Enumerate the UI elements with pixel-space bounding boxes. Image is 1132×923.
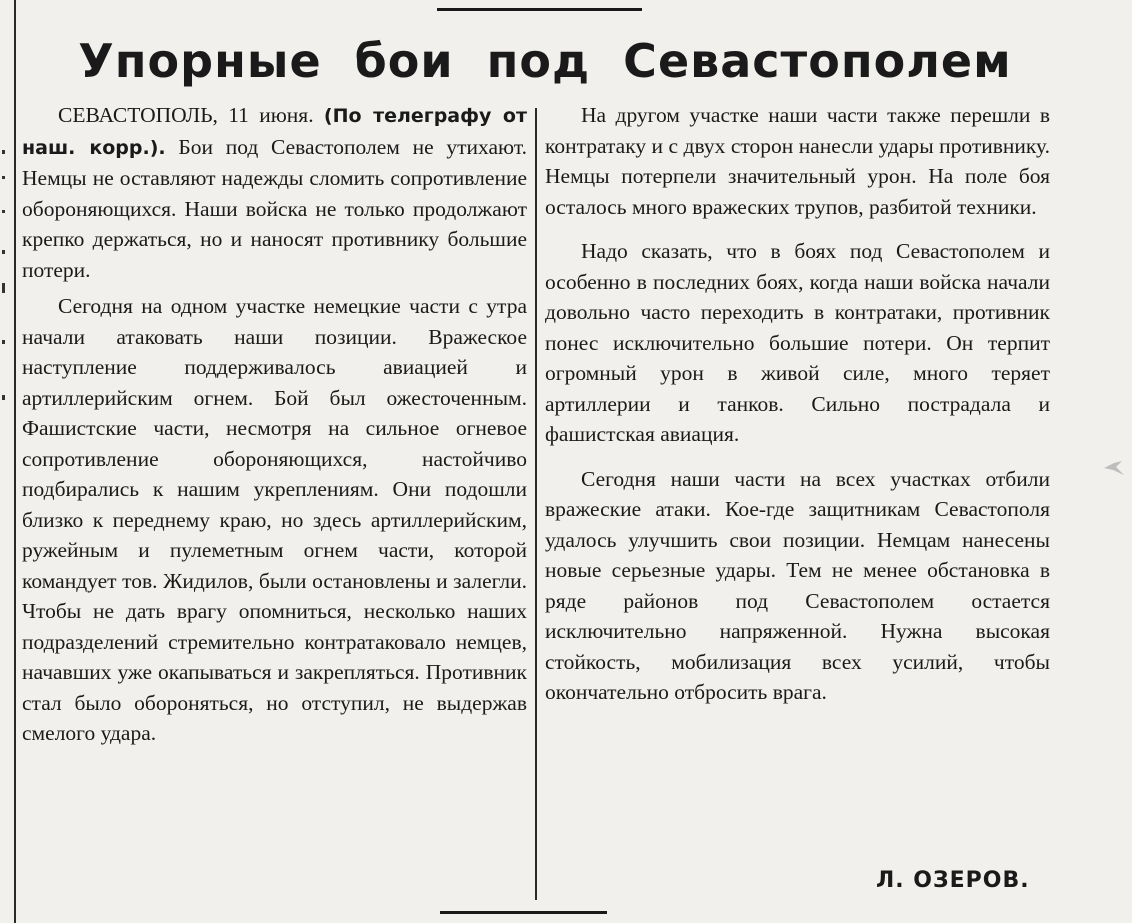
paragraph-text: Бои под Севастополем не утихают. Немцы не оставляют надежды сломить сопротивление обороняющихся. Наши войска не только продолжают крепко держаться, но и наносят противнику большие потери. (22, 134, 527, 282)
dateline: СЕВАСТОПОЛЬ, 11 июня. (58, 103, 314, 127)
left-edge-rule (14, 0, 16, 923)
paragraph: Надо сказать, что в боях под Севастополем и особенно в последних боях, когда наши войска начали довольно часто переходить в контратаки, противник понес исключительно большие потери. Он терпит огромный урон в живой силе, много теряет артиллерии и танков. Сильно пострадала и фашистская авиация. (545, 239, 1050, 446)
column-divider (535, 108, 537, 900)
headline: Упорные бои под Севастополем (78, 34, 1012, 88)
margin-marks (0, 0, 12, 923)
source-credit: (По телеграфу от наш. корр.). (22, 105, 527, 159)
article-column-left (22, 100, 527, 749)
author-signature: Л. ОЗЕРОВ. (876, 868, 1030, 893)
top-rule (437, 8, 642, 11)
article-column-right (545, 100, 1050, 708)
paragraph: На другом участке наши части также перешли в контратаку и с двух сторон нанесли удары противнику. Немцы потерпели значительный урон. На поле боя осталось много вражеских трупов, разбитой техники. (545, 103, 1050, 219)
paragraph: Сегодня наши части на всех участках отбили вражеские атаки. Кое-где защитникам Севастополя удалось улучшить свои позиции. Немцам нанесены новые серьезные удары. Тем не менее обстановка в ряде районов под Севастополем остается исключительно напряженной. Нужна высокая стойкость, мобилизация всех усилий, чтобы окончательно отбросить врага. (545, 466, 1050, 704)
lead-paragraph (22, 100, 527, 285)
paragraph: Сегодня на одном участке немецкие части с утра начали атаковать наши позиции. Вражеское наступление поддерживалось авиацией и артиллерийским огнем. Бой был ожесточенным. Фашистские части, несмотря на сильное огневое сопротивление обороняющихся, настойчиво подбирались к нашим укреплениям. Они подошли близко к переднему краю, но здесь артиллерийским, ружейным и пулеметным огнем части, которой командует тов. Жидилов, были остановлены и залегли. Чтобы не дать врагу опомниться, несколько наших подразделений стремительно контратаковало немцев, начавших уже окапываться и закрепляться. Противник стал было обороняться, но отступил, не выдержав смелого удара. (22, 294, 527, 745)
scan-artifact-mark (1100, 455, 1126, 481)
bottom-rule (440, 911, 607, 914)
